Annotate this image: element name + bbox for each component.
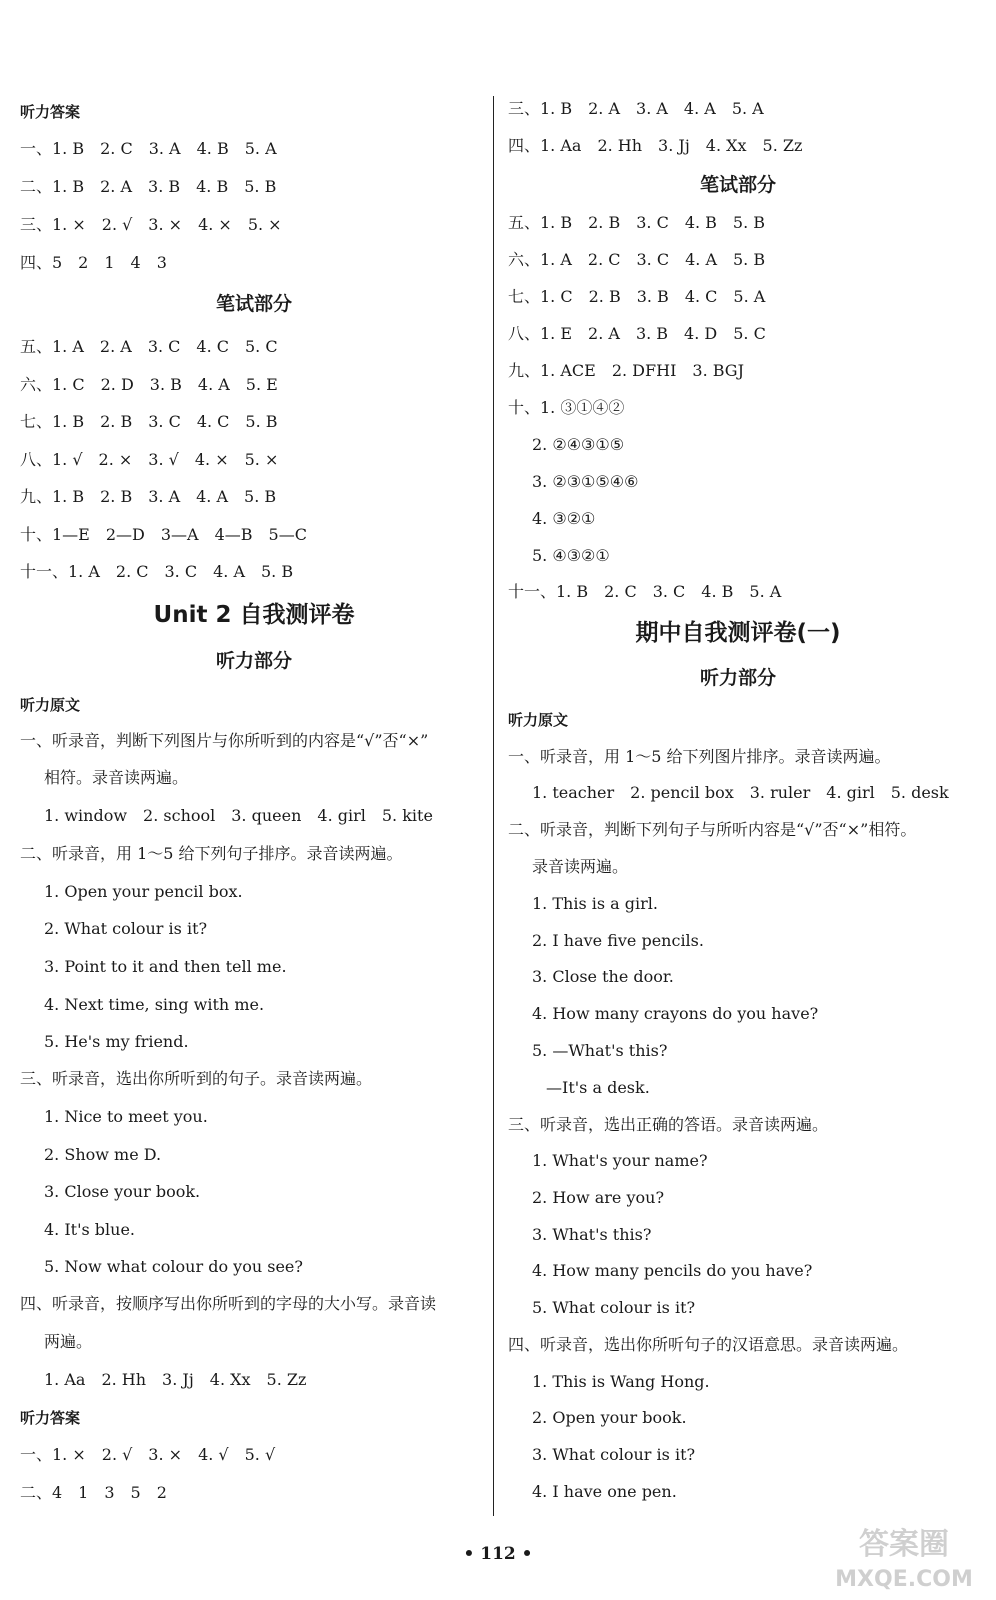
item-line: 3. What colour is it? xyxy=(532,1445,696,1464)
question-line: 三、听录音，选出你所听到的句子。录音读两遍。 xyxy=(20,1069,373,1088)
question-line: 三、听录音，选出正确的答语。录音读两遍。 xyxy=(508,1115,829,1134)
answer-line: 4. ③②① xyxy=(532,509,596,528)
item-line: 2. What colour is it? xyxy=(44,919,208,938)
item-line: 1. teacher 2. pencil box 3. ruler 4. girl 5. desk xyxy=(532,783,949,802)
item-line: 2. I have five pencils. xyxy=(532,931,704,950)
question-line: 二、听录音，用 1～5 给下列句子排序。录音读两遍。 xyxy=(20,844,403,863)
column-divider xyxy=(493,96,494,1516)
answer-line: 5. ④③②① xyxy=(532,546,610,565)
answer-line: 2. ②④③①⑤ xyxy=(532,435,625,454)
answer-line: 八、1. √ 2. × 3. √ 4. × 5. × xyxy=(20,450,279,469)
answer-line: 七、1. C 2. B 3. B 4. C 5. A xyxy=(508,287,766,306)
watermark-logo xyxy=(834,1514,974,1594)
left-column xyxy=(20,0,488,1600)
answer-line: 二、4 1 3 5 2 xyxy=(20,1483,167,1502)
listening-script-label: 听力原文 xyxy=(508,711,569,729)
item-line: 3. Point to it and then tell me. xyxy=(44,957,287,976)
answer-line: 十、1. ③①④② xyxy=(508,398,625,417)
item-line: 2. Open your book. xyxy=(532,1408,687,1427)
answer-line: 四、1. Aa 2. Hh 3. Jj 4. Xx 5. Zz xyxy=(508,136,803,155)
question-line: 录音读两遍。 xyxy=(532,857,629,876)
question-line: 四、听录音，选出你所听句子的汉语意思。录音读两遍。 xyxy=(508,1335,909,1354)
answer-line: 十一、1. B 2. C 3. C 4. B 5. A xyxy=(508,582,782,601)
item-line: 1. What's your name? xyxy=(532,1151,708,1170)
listening-script-label: 听力原文 xyxy=(20,696,81,714)
item-line: 5. What colour is it? xyxy=(532,1298,696,1317)
item-line: 3. Close the door. xyxy=(532,967,674,986)
item-line: 4. How many pencils do you have? xyxy=(532,1261,813,1280)
page-number: • 112 • xyxy=(463,1544,533,1564)
item-line: 1. window 2. school 3. queen 4. girl 5. kite xyxy=(44,806,433,825)
item-line: 3. Close your book. xyxy=(44,1182,201,1201)
listening-answers-label: 听力答案 xyxy=(20,103,81,121)
answer-line: 九、1. B 2. B 3. A 4. A 5. B xyxy=(20,487,277,506)
answer-line: 六、1. A 2. C 3. C 4. A 5. B xyxy=(508,250,766,269)
watermark-text-en: MXQE.COM xyxy=(835,1567,973,1592)
question-line: 二、听录音，判断下列句子与所听内容是“√”否“×”相符。 xyxy=(508,820,917,839)
answer-line: 三、1. B 2. A 3. A 4. A 5. A xyxy=(508,99,764,118)
right-column xyxy=(508,0,968,1600)
answer-line: 3. ②③①⑤④⑥ xyxy=(532,472,639,491)
item-line: 4. Next time, sing with me. xyxy=(44,995,265,1014)
item-line: —It's a desk. xyxy=(546,1078,650,1097)
question-line: 四、听录音，按顺序写出你所听到的字母的大小写。录音读 xyxy=(20,1294,437,1313)
answer-line: 五、1. B 2. B 3. C 4. B 5. B xyxy=(508,213,766,232)
question-line: 两遍。 xyxy=(44,1332,93,1351)
answer-line: 一、1. × 2. √ 3. × 4. √ 5. √ xyxy=(20,1445,276,1464)
item-line: 1. This is Wang Hong. xyxy=(532,1372,710,1391)
item-line: 5. He's my friend. xyxy=(44,1032,189,1051)
item-line: 1. This is a girl. xyxy=(532,894,658,913)
midterm-title: 期中自我测评卷(一) xyxy=(635,620,841,646)
item-line: 2. Show me D. xyxy=(44,1145,162,1164)
answer-line: 二、1. B 2. A 3. B 4. B 5. B xyxy=(20,177,277,196)
answer-line: 十、1—E 2—D 3—A 4—B 5—C xyxy=(20,525,307,544)
answer-line: 七、1. B 2. B 3. C 4. C 5. B xyxy=(20,412,278,431)
item-line: 2. How are you? xyxy=(532,1188,665,1207)
listening-answers-label: 听力答案 xyxy=(20,1409,81,1427)
question-line: 相符。录音读两遍。 xyxy=(44,768,189,787)
question-line: 一、听录音，用 1～5 给下列图片排序。录音读两遍。 xyxy=(508,747,891,766)
item-line: 3. What's this? xyxy=(532,1225,652,1244)
item-line: 4. I have one pen. xyxy=(532,1482,677,1501)
unit2-title: Unit 2 自我测评卷 xyxy=(153,602,355,628)
item-line: 1. Open your pencil box. xyxy=(44,882,243,901)
watermark-text-cn: 答案圈 xyxy=(859,1527,949,1562)
answer-line: 六、1. C 2. D 3. B 4. A 5. E xyxy=(20,375,278,394)
answer-line: 十一、1. A 2. C 3. C 4. A 5. B xyxy=(20,562,294,581)
item-line: 1. Aa 2. Hh 3. Jj 4. Xx 5. Zz xyxy=(44,1370,307,1389)
answer-line: 三、1. × 2. √ 3. × 4. × 5. × xyxy=(20,215,282,234)
item-line: 4. How many crayons do you have? xyxy=(532,1004,819,1023)
answer-line: 八、1. E 2. A 3. B 4. D 5. C xyxy=(508,324,766,343)
answer-line: 九、1. ACE 2. DFHI 3. BGJ xyxy=(508,361,744,380)
written-section-heading: 笔试部分 xyxy=(699,174,776,196)
answer-line: 一、1. B 2. C 3. A 4. B 5. A xyxy=(20,139,277,158)
written-section-heading: 笔试部分 xyxy=(215,293,292,315)
listening-section-heading: 听力部分 xyxy=(215,650,292,672)
item-line: 5. Now what colour do you see? xyxy=(44,1257,303,1276)
listening-section-heading: 听力部分 xyxy=(699,667,776,689)
answer-line: 五、1. A 2. A 3. C 4. C 5. C xyxy=(20,337,278,356)
item-line: 5. —What's this? xyxy=(532,1041,668,1060)
item-line: 4. It's blue. xyxy=(44,1220,136,1239)
item-line: 1. Nice to meet you. xyxy=(44,1107,208,1126)
answer-line: 四、5 2 1 4 3 xyxy=(20,253,167,272)
question-line: 一、听录音，判断下列图片与你所听到的内容是“√”否“×” xyxy=(20,731,429,750)
